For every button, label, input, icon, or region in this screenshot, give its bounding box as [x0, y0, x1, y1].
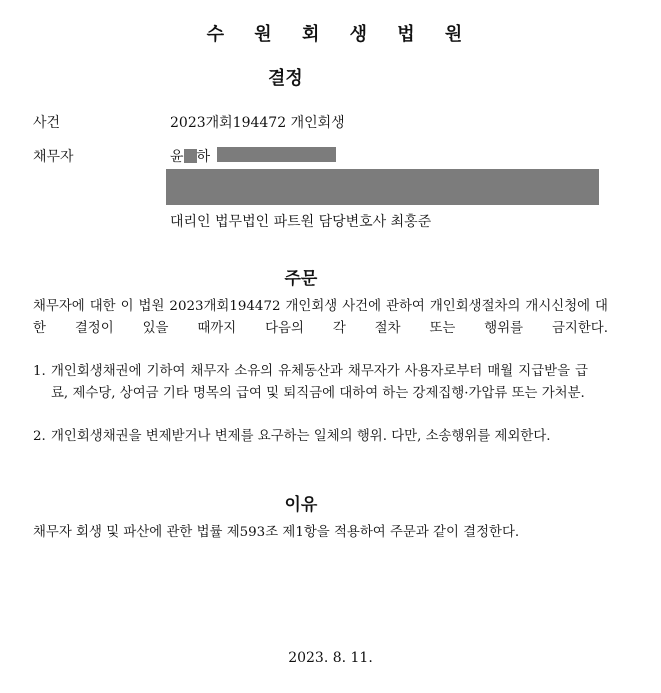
debtor-label: 채무자 [33, 149, 74, 165]
reason-heading-text: 이유 [284, 495, 318, 515]
redaction-name-middle [184, 149, 197, 163]
order-item-2-number: 2. [33, 429, 46, 444]
redaction-debtor-address [166, 169, 599, 205]
case-label: 사건 [33, 115, 61, 131]
document-title-text: 결정 [268, 68, 303, 89]
decision-date: 2023. 8. 11. [288, 650, 373, 666]
case-number: 2023개회194472 개인회생 [170, 115, 345, 131]
debtor-representative: 대리인 법무법인 파트원 담당변호사 최홍준 [170, 214, 432, 230]
debtor-name-prefix: 윤 [170, 149, 184, 165]
debtor-name [170, 146, 210, 166]
order-item-1-number: 1. [33, 364, 46, 379]
document-title [0, 64, 661, 90]
order-heading [0, 264, 661, 289]
order-heading-text: 주문 [284, 269, 318, 289]
redaction-debtor-id [217, 147, 336, 162]
reason-heading [0, 490, 661, 515]
order-intro: 채무자에 대한 이 법원 2023개회194472 개인회생 사건에 관하여 개인회생절차의 개시신청에 대한 결정이 있을 때까지 다음의 각 절차 또는 행위를 금지한다. [33, 299, 608, 336]
reason-text: 채무자 회생 및 파산에 관한 법률 제593조 제1항을 적용하여 주문과 같이 결정한다. [33, 525, 520, 540]
order-item-2-text: 개인회생채권을 변제받거나 변제를 요구하는 일체의 행위. 다만, 소송행위를 제외한다. [51, 429, 551, 444]
court-name: 수 원 회 생 법 원 [206, 24, 475, 45]
order-item-2 [33, 426, 588, 448]
order-item-1 [33, 361, 588, 405]
debtor-name-suffix: 하 [196, 149, 211, 165]
order-item-1-text: 개인회생채권에 기하여 채무자 소유의 유체동산과 채무자가 사용자로부터 매월 지급받을 급료, 제수당, 상여금 기타 명목의 급여 및 퇴직금에 대하여 하는 강제집행·가압류 또는 가처분. [51, 364, 588, 401]
